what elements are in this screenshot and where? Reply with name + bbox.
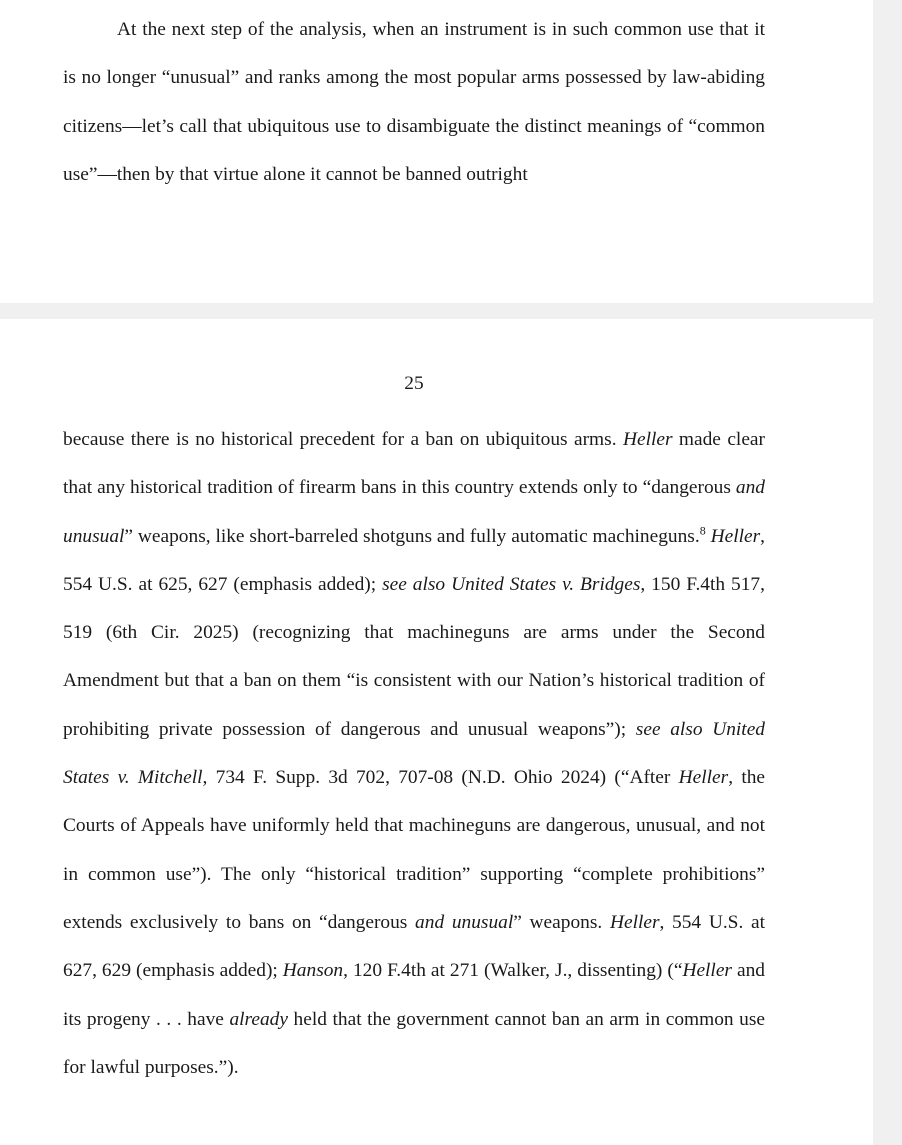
italic-text: already <box>229 1008 288 1030</box>
text-run: , 150 F.4th 517, 519 (6th Cir. 2025) (recognizing that machineguns are arms under the Second Amendment but that a ban on them “is consistent with our Nation’s historical tradition of prohibiting private possession of dangerous and unusual weapons”); <box>63 573 765 740</box>
italic-text: see also United States v. Bridges <box>382 573 641 595</box>
italic-text: see also United States v. Mitchell <box>63 718 765 789</box>
document-page-24 <box>0 0 873 303</box>
page-body-text <box>63 416 765 1092</box>
italic-text: and unusual <box>415 911 514 933</box>
text-run: , 120 F.4th at 271 (Walker, J., dissenting) (“ <box>343 960 683 982</box>
text-run: ” weapons. <box>513 911 610 933</box>
italic-text: Hanson <box>282 960 344 982</box>
text-run: At the next step of the analysis, when an instrument is in such common use that it is no longer “unusual” and ranks among the most popular arms possessed by law-abiding citizens—let’s call that ubiquitous use to disambiguate the distinct meanings of “common use”—then by that virtue alone it cannot be banned outright <box>63 19 765 185</box>
paragraph <box>63 416 765 1092</box>
text-run: , 554 U.S. at 627, 629 (emphasis added); <box>63 911 766 982</box>
text-run: held that the government cannot ban an arm in common use for lawful purposes.”). <box>63 1008 766 1078</box>
italic-text: and unusual <box>63 477 765 547</box>
page-body-text <box>63 6 765 199</box>
italic-text: Heller <box>682 960 732 982</box>
italic-text: Heller <box>678 767 729 789</box>
page-number: 25 <box>404 373 424 394</box>
text-run: , 734 F. Supp. 3d 702, 707-08 (N.D. Ohio 2024) (“After <box>202 767 679 789</box>
footnote-marker: 8 <box>699 523 706 538</box>
italic-text: Heller <box>710 525 761 547</box>
text-run: ” weapons, like short-barreled shotguns and fully automatic machineguns. <box>124 525 700 547</box>
text-run: because there is no historical precedent for a ban on ubiquitous arms. <box>63 429 623 450</box>
paragraph <box>63 6 765 199</box>
text-run: made clear that any historical tradition of firearm bans in this country extends only to “dangerous <box>63 429 765 499</box>
text-run: and its progeny . . . have <box>63 960 765 1030</box>
italic-text: Heller <box>609 911 660 933</box>
italic-text: Heller <box>622 429 673 450</box>
text-run: , 554 U.S. at 625, 627 (emphasis added); <box>63 525 765 595</box>
text-run: , the Courts of Appeals have uniformly held that machineguns are dangerous, unusual, and not in common use”). The only “historical tradition” supporting “complete prohibitions” extends exclusively to bans on “dangerous <box>63 767 766 933</box>
document-page-25 <box>0 319 873 1145</box>
scrollbar[interactable] <box>873 0 902 1145</box>
